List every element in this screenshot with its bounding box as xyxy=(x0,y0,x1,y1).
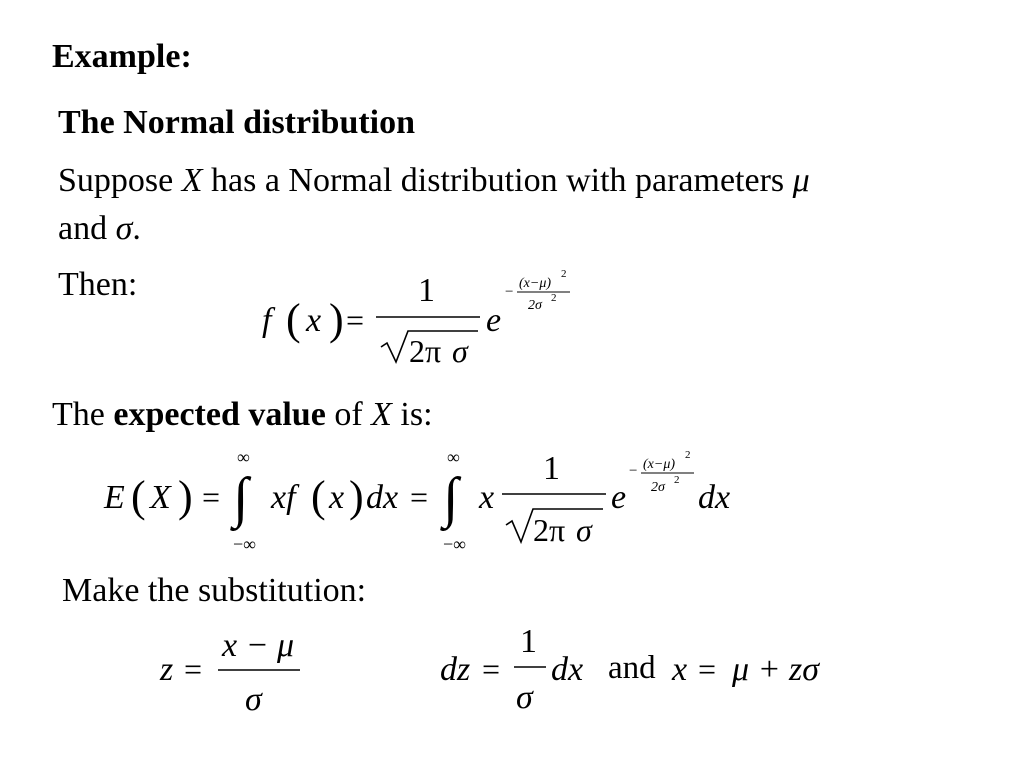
eq1-2pi: 2π xyxy=(409,333,442,369)
eq4-one: 1 xyxy=(520,623,537,660)
eq5-rhs: μ + zσ xyxy=(732,651,820,688)
eq2-x2: x xyxy=(479,479,495,516)
eq4-dx: dx xyxy=(551,651,584,688)
mu-symbol: μ xyxy=(792,162,810,199)
eq2-rparen2: ) xyxy=(349,472,364,521)
eq2-integral-2: ∫ xyxy=(443,467,459,529)
eq4-sigma: σ xyxy=(516,679,533,716)
eq1-exp-den-sq: 2 xyxy=(551,292,557,304)
eq2-lower-limit-1: −∞ xyxy=(233,534,256,554)
eq5-and: and xyxy=(608,650,656,686)
ev-var: X xyxy=(371,396,392,433)
eq5-x: x xyxy=(672,651,688,688)
sigma-symbol: σ xyxy=(115,210,133,247)
eq3-numerator: x − μ xyxy=(222,627,295,664)
eq2-eq1: = xyxy=(202,479,221,515)
eq2-lower-limit-2: −∞ xyxy=(443,534,466,554)
eq3-z: z xyxy=(160,651,174,688)
eq1-eq: = xyxy=(346,302,365,338)
ev-is: is: xyxy=(391,396,433,433)
eq2-eq2: = xyxy=(410,479,429,515)
eq2-exp-minus: − xyxy=(629,463,638,479)
eq1-exp-den: 2σ xyxy=(528,298,542,313)
eq2-one: 1 xyxy=(543,450,560,487)
eq3-sigma: σ xyxy=(245,681,262,718)
eq1-x: x xyxy=(306,302,322,339)
eq2-sigma: σ xyxy=(576,512,592,548)
eq1-sigma: σ xyxy=(452,333,468,369)
substitution-label: Make the substitution: xyxy=(62,572,367,609)
eq1-exp-minus: − xyxy=(505,284,514,300)
eq5-eq: = xyxy=(698,651,717,687)
eq2-lparen2: ( xyxy=(311,472,326,521)
eq2-lparen1: ( xyxy=(131,472,146,521)
eq2-E: E xyxy=(104,479,125,516)
eq1-lparen: ( xyxy=(286,295,301,344)
ev-pre: The xyxy=(52,396,114,433)
eq2-upper-limit-1: ∞ xyxy=(237,447,250,467)
slide-heading: Example: xyxy=(52,38,192,75)
eq1-one: 1 xyxy=(418,272,435,309)
ev-of: of xyxy=(325,396,372,433)
eq2-exp-num: (x−μ) xyxy=(643,457,676,472)
eq1-rparen: ) xyxy=(329,295,344,344)
eq2-dx2: dx xyxy=(698,479,731,516)
intro-rest: has a Normal distribution with parameters xyxy=(202,162,793,199)
eq4-eq: = xyxy=(482,651,501,687)
var-x: X xyxy=(181,162,203,199)
and-text: and xyxy=(58,210,116,247)
intro-text: Suppose xyxy=(58,162,182,199)
eq2-x: x xyxy=(329,479,345,516)
eq3-eq: = xyxy=(184,651,203,687)
eq1-exp-sq: 2 xyxy=(561,268,567,280)
eq2-2pi: 2π xyxy=(533,512,566,548)
then-label: Then: xyxy=(58,266,138,303)
eq2-exp-den-sq: 2 xyxy=(674,474,680,486)
eq1-exp-num: (x−μ) xyxy=(519,276,552,291)
eq2-X: X xyxy=(150,479,171,516)
eq2-exp-sq: 2 xyxy=(685,449,691,461)
period: . xyxy=(132,210,141,247)
eq4-dz: dz xyxy=(440,651,471,688)
eq2-integral-1: ∫ xyxy=(233,467,249,529)
eq1-f: f xyxy=(262,302,272,339)
eq2-dx1: dx xyxy=(366,479,399,516)
eq2-exp-den: 2σ xyxy=(651,480,665,495)
eq2-xf: xf xyxy=(271,479,296,516)
ev-bold: expected value xyxy=(113,396,326,433)
eq1-e: e xyxy=(486,302,502,339)
eq2-rparen1: ) xyxy=(178,472,193,521)
eq2-upper-limit-2: ∞ xyxy=(447,447,460,467)
slide-subheading: The Normal distribution xyxy=(58,104,416,141)
eq2-e: e xyxy=(611,479,627,516)
